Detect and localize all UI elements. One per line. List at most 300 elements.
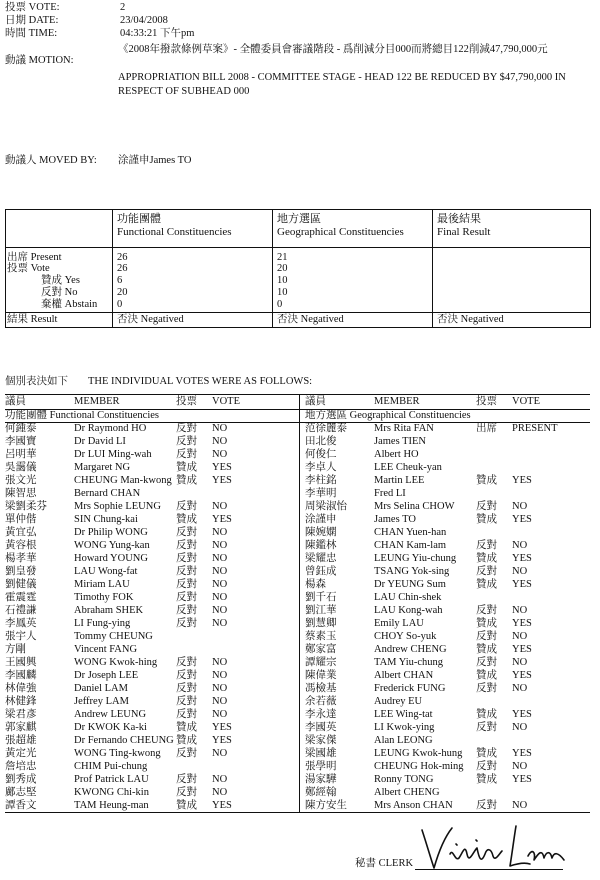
member-vote-en: NO [212, 709, 228, 720]
member-row [305, 682, 597, 695]
row-label-abstain: 棄權 Abstain [41, 299, 98, 310]
member-name-zh: 何俊仁 [305, 449, 337, 460]
member-vote-en: NO [212, 592, 228, 603]
member-vote-zh: 反對 [176, 657, 197, 668]
member-vote-zh: 反對 [476, 657, 497, 668]
row-label-result: 結果 Result [7, 314, 58, 325]
member-row [305, 435, 597, 448]
member-name-en: KWONG Chi-kin [74, 787, 149, 798]
member-vote-en: YES [512, 644, 532, 655]
member-row [305, 630, 597, 643]
vote-number: 2 [120, 2, 126, 13]
motion-text-zh: 《2008年撥款條例草案》- 全體委員會審議階段 - 爲削減分目000而將總目122削減47,790,000元 [118, 44, 548, 55]
member-name-en: TAM Heung-man [74, 800, 149, 811]
member-name-en: Andrew CHENG [374, 644, 447, 655]
clerk-label: 秘書 CLERK [355, 858, 414, 869]
member-name-zh: 李鳳英 [5, 618, 37, 629]
member-vote-en: YES [512, 748, 532, 759]
member-vote-zh: 反對 [176, 787, 197, 798]
present-gc: 21 [277, 252, 288, 263]
member-name-en: LEE Cheuk-yan [374, 462, 442, 473]
member-name-zh: 楊孝華 [5, 553, 37, 564]
member-name-zh: 劉江華 [305, 605, 337, 616]
member-name-en: Dr YEUNG Sum [374, 579, 446, 590]
member-name-zh: 霍震霆 [5, 592, 37, 603]
summary-col-divider [272, 210, 273, 327]
member-name-zh: 張學明 [305, 761, 337, 772]
member-row [305, 448, 597, 461]
member-row [5, 721, 297, 734]
member-name-en: Mrs Sophie LEUNG [74, 501, 161, 512]
votes-top-rule [5, 394, 590, 395]
member-vote-zh: 反對 [176, 605, 197, 616]
member-vote-en: YES [512, 618, 532, 629]
member-name-zh: 何鍾泰 [5, 423, 37, 434]
member-name-en: CHEUNG Man-kwong [74, 475, 172, 486]
member-name-zh: 張宇人 [5, 631, 37, 642]
member-name-zh: 梁耀忠 [305, 553, 337, 564]
member-vote-zh: 反對 [176, 579, 197, 590]
member-name-en: Ronny TONG [374, 774, 434, 785]
member-row [5, 578, 297, 591]
result-gc: 否決 Negatived [277, 314, 344, 325]
member-row [5, 539, 297, 552]
member-vote-en: YES [512, 553, 532, 564]
row-label-vote: 投票 Vote [7, 263, 50, 274]
member-name-zh: 鄭家富 [305, 644, 337, 655]
member-name-en: James TO [374, 514, 416, 525]
member-name-en: LAU Chin-shek [374, 592, 442, 603]
member-name-en: Margaret NG [74, 462, 131, 473]
member-name-en: Miriam LAU [74, 579, 130, 590]
member-vote-zh: 贊成 [476, 670, 497, 681]
member-vote-en: NO [212, 696, 228, 707]
time-value: 04:33:21 下午pm [120, 28, 195, 39]
member-name-zh: 劉秀成 [5, 774, 37, 785]
member-vote-en: NO [212, 540, 228, 551]
member-name-en: CHOY So-yuk [374, 631, 437, 642]
member-row [5, 747, 297, 760]
date-label: 日期 DATE: [5, 15, 59, 26]
member-name-en: WONG Kwok-hing [74, 657, 158, 668]
col-vote-en: VOTE [212, 396, 240, 407]
clerk-signature [420, 824, 570, 874]
member-name-en: Bernard CHAN [74, 488, 141, 499]
member-row [5, 591, 297, 604]
col-member-zh: 議員 [5, 396, 26, 407]
member-vote-zh: 反對 [476, 605, 497, 616]
member-row [5, 435, 297, 448]
member-vote-zh: 反對 [476, 566, 497, 577]
member-row [305, 786, 597, 799]
member-vote-en: NO [212, 657, 228, 668]
member-name-en: Dr Joseph LEE [74, 670, 139, 681]
member-vote-en: YES [512, 670, 532, 681]
member-row [5, 656, 297, 669]
motion-label: 動議 MOTION: [5, 55, 74, 66]
member-vote-zh: 贊成 [476, 475, 497, 486]
member-row [305, 617, 597, 630]
member-name-zh: 張超雄 [5, 735, 37, 746]
col-vote-zh: 投票 [476, 396, 497, 407]
member-vote-zh: 贊成 [476, 748, 497, 759]
member-row [305, 695, 597, 708]
member-name-en: Fred LI [374, 488, 406, 499]
member-vote-zh: 贊成 [476, 553, 497, 564]
member-vote-zh: 反對 [176, 501, 197, 512]
member-row [305, 565, 597, 578]
abstain-gc: 0 [277, 299, 283, 310]
member-row [5, 643, 297, 656]
member-row [305, 708, 597, 721]
member-row [5, 513, 297, 526]
member-vote-zh: 反對 [176, 436, 197, 447]
result-final: 否決 Negatived [437, 314, 504, 325]
member-name-zh: 范徐麗泰 [305, 423, 347, 434]
member-vote-zh: 反對 [476, 761, 497, 772]
member-vote-en: YES [512, 709, 532, 720]
member-vote-zh: 反對 [176, 748, 197, 759]
member-name-en: SIN Chung-kai [74, 514, 138, 525]
member-name-zh: 李國寶 [5, 436, 37, 447]
member-vote-en: NO [512, 683, 528, 694]
member-row [5, 617, 297, 630]
col-vote-en: VOTE [512, 396, 540, 407]
member-name-zh: 陳偉業 [305, 670, 337, 681]
member-row [305, 500, 597, 513]
member-vote-zh: 反對 [176, 774, 197, 785]
member-row [5, 773, 297, 786]
member-vote-en: NO [512, 540, 528, 551]
member-name-en: Mrs Rita FAN [374, 423, 434, 434]
member-name-zh: 石禮謙 [5, 605, 37, 616]
member-vote-zh: 贊成 [476, 774, 497, 785]
member-vote-zh: 贊成 [176, 475, 197, 486]
member-name-zh: 劉健儀 [5, 579, 37, 590]
member-name-en: LEUNG Kwok-hung [374, 748, 463, 759]
member-name-zh: 蔡素玉 [305, 631, 337, 642]
member-vote-en: YES [512, 579, 532, 590]
member-name-en: Tommy CHEUNG [74, 631, 153, 642]
member-name-zh: 劉皇發 [5, 566, 37, 577]
member-vote-en: NO [512, 605, 528, 616]
header-fc-zh: 功能團體 [117, 213, 161, 225]
member-name-zh: 陳鑑林 [305, 540, 337, 551]
summary-header-rule [6, 247, 590, 248]
member-name-zh: 王國興 [5, 657, 37, 668]
member-name-zh: 田北俊 [305, 436, 337, 447]
member-vote-zh: 贊成 [176, 514, 197, 525]
member-row [5, 552, 297, 565]
member-name-zh: 黃宜弘 [5, 527, 37, 538]
member-vote-en: NO [212, 423, 228, 434]
member-row [305, 773, 597, 786]
member-row [5, 565, 297, 578]
member-name-zh: 余若薇 [305, 696, 337, 707]
member-vote-en: YES [212, 722, 232, 733]
member-vote-en: YES [512, 514, 532, 525]
date-value: 23/04/2008 [120, 15, 168, 26]
member-vote-zh: 反對 [476, 631, 497, 642]
member-name-zh: 陳方安生 [305, 800, 347, 811]
row-label-present: 出席 Present [7, 252, 62, 263]
member-vote-en: NO [212, 683, 228, 694]
member-vote-en: NO [212, 436, 228, 447]
member-vote-zh: 反對 [176, 709, 197, 720]
member-name-zh: 李國麟 [5, 670, 37, 681]
member-name-zh: 李永達 [305, 709, 337, 720]
member-vote-en: YES [212, 800, 232, 811]
member-vote-en: NO [212, 787, 228, 798]
member-row [5, 760, 297, 773]
member-vote-zh: 反對 [176, 423, 197, 434]
member-name-en: WONG Yung-kan [74, 540, 150, 551]
member-vote-en: NO [512, 566, 528, 577]
header-fc-en: Functional Constituencies [117, 226, 232, 238]
member-name-en: WONG Ting-kwong [74, 748, 161, 759]
yes-fc: 6 [117, 275, 123, 286]
member-row [305, 552, 597, 565]
member-vote-en: NO [212, 449, 228, 460]
member-name-zh: 鄭經翰 [305, 787, 337, 798]
member-name-zh: 黃容根 [5, 540, 37, 551]
summary-col-divider [112, 210, 113, 327]
member-vote-en: NO [212, 527, 228, 538]
member-row [5, 526, 297, 539]
member-vote-en: NO [212, 501, 228, 512]
member-name-en: Dr Raymond HO [74, 423, 147, 434]
vote-fc: 26 [117, 263, 128, 274]
member-row [305, 721, 597, 734]
member-name-zh: 李華明 [305, 488, 337, 499]
member-name-en: LAU Wong-fat [74, 566, 138, 577]
row-label-no: 反對 No [41, 287, 78, 298]
no-fc: 20 [117, 287, 128, 298]
member-name-en: TAM Yiu-chung [374, 657, 444, 668]
no-gc: 10 [277, 287, 288, 298]
member-name-en: Albert CHAN [374, 670, 434, 681]
member-name-zh: 涂謹申 [305, 514, 337, 525]
member-name-zh: 譚耀宗 [305, 657, 337, 668]
member-name-en: Albert CHENG [374, 787, 440, 798]
member-name-zh: 林偉強 [5, 683, 37, 694]
member-row [305, 799, 597, 812]
member-vote-zh: 反對 [176, 566, 197, 577]
member-row [305, 526, 597, 539]
member-vote-en: YES [512, 475, 532, 486]
member-name-zh: 曾鈺成 [305, 566, 337, 577]
member-name-zh: 劉慧卿 [305, 618, 337, 629]
member-name-zh: 陳婉嫻 [305, 527, 337, 538]
member-name-en: Prof Patrick LAU [74, 774, 149, 785]
member-vote-zh: 反對 [176, 553, 197, 564]
member-vote-en: NO [212, 774, 228, 785]
member-name-en: Dr Fernando CHEUNG [74, 735, 174, 746]
member-name-en: James TIEN [374, 436, 427, 447]
member-vote-zh: 反對 [476, 800, 497, 811]
votes-bottom-rule [5, 812, 590, 813]
member-name-zh: 鄺志堅 [5, 787, 37, 798]
member-name-en: LAU Kong-wah [374, 605, 443, 616]
col-vote-zh: 投票 [176, 396, 197, 407]
member-vote-zh: 贊成 [476, 644, 497, 655]
votes-center-divider [299, 394, 300, 813]
member-row [5, 500, 297, 513]
member-vote-zh: 反對 [176, 618, 197, 629]
member-name-zh: 譚香文 [5, 800, 37, 811]
member-name-zh: 李柱銘 [305, 475, 337, 486]
member-row [305, 539, 597, 552]
geographical-member-list [305, 422, 597, 812]
member-row [305, 747, 597, 760]
member-row [305, 734, 597, 747]
member-name-en: Dr LUI Ming-wah [74, 449, 152, 460]
member-name-en: Dr David LI [74, 436, 126, 447]
member-name-en: Audrey EU [374, 696, 423, 707]
time-label: 時間 TIME: [5, 28, 58, 39]
member-name-zh: 陳智思 [5, 488, 37, 499]
member-row [305, 422, 597, 435]
member-name-zh: 黃定光 [5, 748, 37, 759]
member-name-zh: 郭家麒 [5, 722, 37, 733]
member-vote-en: NO [212, 566, 228, 577]
individual-heading-zh: 個別表決如下 [5, 376, 68, 387]
member-name-en: CHAN Yuen-han [374, 527, 447, 538]
mover-value: 涂謹申James TO [118, 155, 192, 166]
col-member-en: MEMBER [74, 396, 120, 407]
member-row [5, 461, 297, 474]
individual-heading-en: THE INDIVIDUAL VOTES WERE AS FOLLOWS: [88, 376, 313, 387]
member-row [5, 487, 297, 500]
present-fc: 26 [117, 252, 128, 263]
functional-member-list [5, 422, 297, 812]
member-vote-zh: 贊成 [476, 514, 497, 525]
member-name-zh: 李國英 [305, 722, 337, 733]
member-name-zh: 梁劉柔芬 [5, 501, 47, 512]
member-vote-zh: 反對 [476, 722, 497, 733]
member-name-zh: 李卓人 [305, 462, 337, 473]
member-name-zh: 梁國雄 [305, 748, 337, 759]
member-name-en: Mrs Anson CHAN [374, 800, 453, 811]
member-name-zh: 方剛 [5, 644, 26, 655]
member-vote-en: YES [212, 735, 232, 746]
member-row [5, 734, 297, 747]
header-final-en: Final Result [437, 226, 491, 238]
member-row [5, 474, 297, 487]
member-name-en: Daniel LAM [74, 683, 128, 694]
col-member-en: MEMBER [374, 396, 420, 407]
member-vote-zh: 反對 [176, 592, 197, 603]
member-vote-en: NO [212, 579, 228, 590]
member-vote-en: NO [512, 501, 528, 512]
member-name-zh: 湯家驊 [305, 774, 337, 785]
summary-table [5, 209, 591, 328]
member-vote-en: NO [512, 761, 528, 772]
member-name-en: Alan LEONG [374, 735, 433, 746]
member-vote-zh: 出席 [476, 423, 497, 434]
member-vote-en: NO [212, 670, 228, 681]
member-row [5, 799, 297, 812]
member-vote-zh: 贊成 [476, 579, 497, 590]
vote-gc: 20 [277, 263, 288, 274]
member-row [305, 487, 597, 500]
col-member-zh: 議員 [305, 396, 326, 407]
member-name-zh: 劉千石 [305, 592, 337, 603]
member-name-en: Jeffrey LAM [74, 696, 129, 707]
member-row [305, 669, 597, 682]
member-name-en: Andrew LEUNG [74, 709, 147, 720]
motion-text-en: APPROPRIATION BILL 2008 - COMMITTEE STAGE - HEAD 122 BE REDUCED BY $47,790,000 IN RESPECT OF SUBHEAD 000 [118, 72, 566, 97]
member-name-zh: 林健鋒 [5, 696, 37, 707]
member-row [305, 474, 597, 487]
member-vote-zh: 反對 [176, 696, 197, 707]
member-name-en: CHIM Pui-chung [74, 761, 148, 772]
member-name-en: Martin LEE [374, 475, 425, 486]
member-name-en: LI Fung-ying [74, 618, 131, 629]
member-row [5, 786, 297, 799]
member-name-en: Frederick FUNG [374, 683, 446, 694]
summary-col-divider [432, 210, 433, 327]
member-row [305, 578, 597, 591]
member-vote-en: YES [512, 774, 532, 785]
member-vote-en: NO [512, 722, 528, 733]
mover-label: 動議人 MOVED BY: [5, 155, 97, 166]
member-row [305, 513, 597, 526]
member-name-zh: 吳靄儀 [5, 462, 37, 473]
member-row [305, 591, 597, 604]
member-name-en: Abraham SHEK [74, 605, 144, 616]
member-vote-zh: 贊成 [176, 722, 197, 733]
member-vote-en: PRESENT [512, 423, 558, 434]
member-name-zh: 楊森 [305, 579, 326, 590]
member-vote-zh: 贊成 [176, 735, 197, 746]
member-vote-en: NO [212, 553, 228, 564]
member-vote-en: NO [512, 800, 528, 811]
member-vote-zh: 反對 [176, 449, 197, 460]
member-name-en: LEE Wing-tat [374, 709, 433, 720]
member-name-zh: 單仲偕 [5, 514, 37, 525]
abstain-fc: 0 [117, 299, 123, 310]
member-row [5, 708, 297, 721]
member-vote-zh: 反對 [176, 527, 197, 538]
header-final-zh: 最後結果 [437, 213, 481, 225]
member-name-en: Timothy FOK [74, 592, 134, 603]
member-vote-zh: 反對 [476, 683, 497, 694]
member-vote-en: YES [212, 462, 232, 473]
member-name-zh: 詹培忠 [5, 761, 37, 772]
member-name-zh: 梁家傑 [305, 735, 337, 746]
member-name-en: CHEUNG Hok-ming [374, 761, 464, 772]
member-name-en: Dr KWOK Ka-ki [74, 722, 147, 733]
member-vote-zh: 反對 [176, 670, 197, 681]
member-row [305, 604, 597, 617]
member-name-en: LEUNG Yiu-chung [374, 553, 457, 564]
member-vote-en: NO [212, 748, 228, 759]
member-name-zh: 馮檢基 [305, 683, 337, 694]
member-vote-en: NO [212, 618, 228, 629]
vote-label: 投票 VOTE: [5, 2, 60, 13]
member-name-en: TSANG Yok-sing [374, 566, 450, 577]
member-row [305, 760, 597, 773]
result-fc: 否決 Negatived [117, 314, 184, 325]
member-name-en: CHAN Kam-lam [374, 540, 447, 551]
member-name-en: LI Kwok-ying [374, 722, 435, 733]
member-row [5, 448, 297, 461]
member-row [5, 422, 297, 435]
member-name-en: Emily LAU [374, 618, 424, 629]
member-row [305, 656, 597, 669]
member-vote-zh: 反對 [176, 540, 197, 551]
